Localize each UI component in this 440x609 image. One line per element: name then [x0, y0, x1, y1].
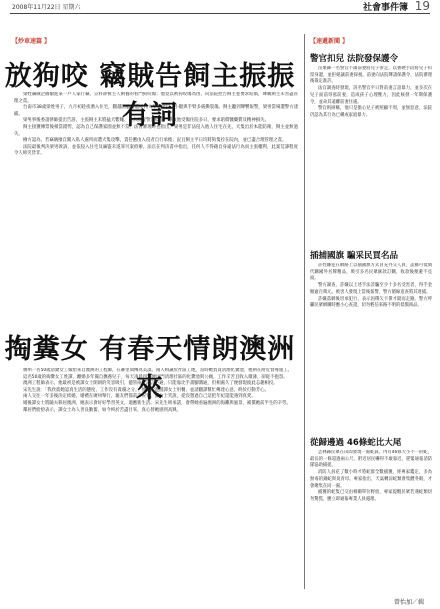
- paragraph: 台南市38歲梁姓男子，九月初趁夜潛入住宅，翻越圍牆時遭屋內大型犬撲咬，小腿與手臂多處撕裂傷。飼主聽到聲響報警，梁男當場遭警方逮捕。: [14, 105, 298, 117]
- editor-credit: 曾怡加／輯: [394, 599, 425, 606]
- story2-body: [14, 368, 298, 590]
- paragraph: 苗栗縣一名警官不滿前妻將兒子帶走，以強硬手段將兒子扣留身邊，並拒絕讓前妻探視。前妻向法院聲請保護令，法院審理後裁定准許。: [310, 66, 432, 85]
- page-number: 19: [414, 0, 430, 13]
- paragraph: 婚後譚女士將隨夫移居澳洲，她表示會好好學習英文，適應新生活。宋先生則承諾，會帶她看遍澳洲的海灘與風景，補償她前半生的辛勞。: [23, 400, 291, 406]
- paragraph: 梁男事後委請律師提出告訴，主張飼主未將猛犬繫繩、也未設置警告標示，導致他受傷住院多日，要求賠償醫藥費及精神損失。: [23, 118, 269, 124]
- item3-title: 從歸邊過 46條蛇比大尾: [310, 438, 402, 448]
- header-date: 2008年11月22日 星期六: [12, 4, 81, 11]
- paragraph: 飼主接獲傳票後相當錯愕，認為自己保護家園並無不當，法官審理時也指出，梁男是非法侵入他人住宅在先，犬隻出於本能防衛，飼主並無過失。: [14, 124, 298, 137]
- column-divider: [304, 34, 305, 589]
- left-label: 【炒車速篇 】: [12, 38, 51, 45]
- paragraph: 兩人交往一年多後決定結婚，婚禮在廣州舉行，親友們都前來祝賀。譚女士笑說，從沒想過自己這把年紀還能遇到真愛。: [23, 394, 256, 400]
- paragraph: 警方調查，許嫌以上述手法詐騙至少十多名受害者，得手金額逾百萬元。被害人發現上當後報警，警方循線追查將其逮捕。: [310, 283, 432, 295]
- paragraph: 雲林縣民眾在田間發現一處蛇窩，內有46條大小不一的蛇，最長的一條超過兩公尺，附近居民嚇得不敢靠近，趕緊通報消防隊協助捕捉。: [310, 450, 432, 469]
- paragraph: 這名50歲的掏糞女工姓譚，離婚多年獨自撫養兒子，每天凌晨四點便出門清理社區的化糞池與公廁，工作辛苦且收入微薄，卻從不抱怨。: [23, 374, 288, 380]
- paragraph: 鄰居們紛紛表示，譚女士為人善良勤奮，如今終於苦盡甘來，真心替她感到高興。: [23, 407, 182, 413]
- paragraph: 許嫌落網後坦承犯行，表示因積欠卡債才鋌而走險。警方呼籲民眾網購時應小心查證，切勿輕信來路不明的低價商品。: [310, 296, 432, 309]
- paragraph: 警官則辯稱，他只是擔心兒子被照顧不周，並無惡意。法院仍認為其行為已構成家庭暴力。: [310, 106, 432, 118]
- item1-body: [310, 66, 432, 244]
- paragraph: 梁姓竊賊企圖偷進某一戶人家行竊，豈料卻被主人飼養的看門狗咬傷；他竟以被狗咬傷為由，向法院控告飼主並要求賠償，聲稱飼主未善盡管理之責。: [14, 92, 298, 104]
- right-label: 【速遞新聞 】: [310, 38, 349, 45]
- item1-title: 警官扣兒 法院發保護令: [310, 54, 398, 64]
- story1-body: [14, 92, 298, 300]
- paragraph: 法官調查時發現，該名警官平日對前妻言語暴力，並多次在兒子面前辱罵前妻，造成孩子心理壓力，因此核發一年期保護令，並命其遠離前妻住處。: [310, 86, 432, 105]
- paragraph: 澳洲工程師表示，他最初是被譚女士開朗的笑容吸引，儘管兩人語言不通，只能靠比手畫腳溝通，但相處久了便發現彼此志趣相投。: [23, 381, 278, 387]
- paragraph: 廣州一名50歲清糞女工嫁給來自澳洲的工程師，在鄰里間傳為美談。兩人相識於社區工地，當時她負責清理化糞池，他則在附近督導施工。: [23, 368, 293, 373]
- item2-title: 插捕國旗 騙采民買名品: [310, 251, 398, 261]
- paragraph: 許姓嫌犯在網路上以插國旗方式冒充外交人員，謊稱可低價代購國外名牌精品，吸引多名民眾匯款訂購，收款後便避不見面。: [310, 263, 432, 282]
- item2-body: [310, 263, 432, 433]
- story1-headline: 放狗咬 竊賊告飼主振振有詞: [4, 61, 296, 131]
- paragraph: 法院最後判決梁男敗訴，並依侵入住宅及竊盜未遂罪另案偵辦。法官在判決書中指出，任何人不得藉自身違法行為而主張權利，此案荒謬程度令人啼笑皆非。: [14, 144, 298, 157]
- paragraph: 宋先生說：「我欣賞她認真生活的態度，工作沒有貴賤之分。」他多次邀請譚女士用餐，並請翻譯幫忙傳達心意，終於打動芳心。: [23, 387, 269, 393]
- paragraph: 檢方認為，若竊賊擅自闖入私人處所而遭犬隻攻擊，責任應由入侵者自行承擔；況且飼主平日均將狗隻拴在院內，並已盡合理管理之責。: [23, 138, 287, 144]
- paragraph: 捕獲的蛇隻已交由相關單位野放，專家提醒民眾若遇蛇類切勿驚慌，應立即通報專業人員處理。: [310, 490, 432, 502]
- paragraph: 消防人員花了數小時才將蛇群全數捕獲，經專家鑑定，多為無毒的錦蛇與臭青母。專家指出，天氣轉涼蛇類會集體冬眠，才會聚集在同一處。: [310, 470, 432, 489]
- header-rule: [10, 13, 430, 14]
- section-title: 社會事件簿: [362, 3, 408, 13]
- item3-body: [310, 450, 432, 590]
- story2-headline: 掏糞女 有春天情朗澳洲來: [4, 334, 296, 404]
